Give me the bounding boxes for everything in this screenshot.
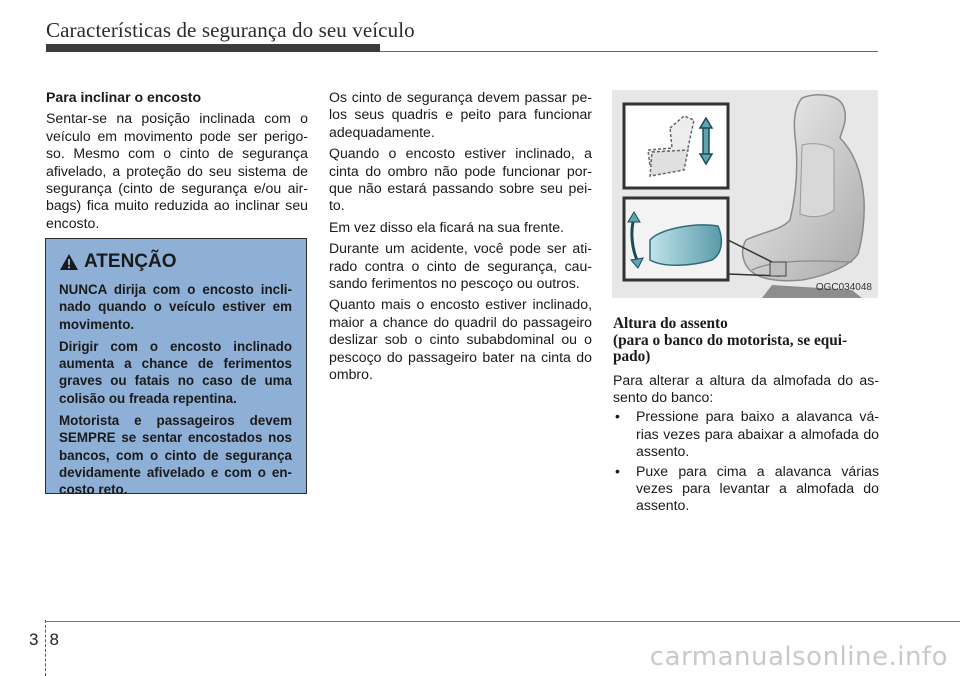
warning-paragraph: Motorista e passageiros devem SEMPRE se sentar encostados nos bancos, com o cinto de segurança devidamente afivelado e com o en-costo reto. <box>59 413 292 498</box>
body-paragraph: Os cinto de segurança devem passar pe-los seus quadris e peito para funcionar adequadamente. <box>329 89 592 140</box>
section-title-line: (para o banco do motorista, se equi- <box>613 331 848 349</box>
warning-paragraph: NUNCA dirija com o encosto incli-nado quando o veículo estiver em movimento. <box>59 282 292 332</box>
section-heading-recline: Para inclinar o encosto <box>46 89 202 105</box>
page-header-title: Características de segurança do seu veículo <box>46 18 415 42</box>
body-paragraph: Durante um acidente, você pode ser ati-rado contra o cinto de segurança, cau-sando ferimentos no pescoço ou outros. <box>329 240 592 292</box>
column-middle <box>329 89 592 388</box>
watermark: carmanualsonline.info <box>649 642 948 672</box>
column-right <box>613 316 879 517</box>
warning-title: ATENÇÃO <box>84 251 177 272</box>
warning-box <box>45 238 307 498</box>
header-bar <box>46 44 380 52</box>
seat-height-intro: Para alterar a altura da almofada do as-sento do banco: <box>613 371 879 405</box>
section-title-line: pado) <box>613 348 651 365</box>
instruction-list <box>613 408 879 514</box>
figure-code: OGC034048 <box>815 282 872 293</box>
list-item: • Pressione para baixo a alavanca vá-rias vezes para abaixar a almofada do assento. <box>613 408 879 460</box>
seat-illustration <box>612 90 878 298</box>
section-title-seat-height <box>613 316 879 366</box>
header-rule <box>380 51 878 52</box>
column-left <box>46 89 308 236</box>
warning-header <box>59 251 292 273</box>
warning-triangle-icon <box>59 253 79 271</box>
body-paragraph: Quando o encosto estiver inclinado, a cinta do ombro não pode funcionar por-que não estará passando sobre seu pei-to. <box>329 145 592 214</box>
body-paragraph: Em vez disso ela ficará na sua frente. <box>329 218 565 235</box>
warning-paragraph: Dirigir com o encosto inclinado aumenta a chance de ferimentos graves ou fatais no caso de uma colisão ou freada repentina. <box>59 338 292 406</box>
section-title-line: Altura do assento <box>613 315 728 332</box>
list-item: • Puxe para cima a alavanca várias vezes para levantar a almofada do assento. <box>613 463 879 515</box>
body-paragraph: Quanto mais o encosto estiver inclinado, maior a chance do quadril do passageiro deslizar sob o cinto subabdominal ou o pescoço do passageiro bater na cinta do ombro. <box>329 296 592 383</box>
seat-height-figure <box>612 90 878 298</box>
page-number: 38 <box>29 630 70 649</box>
recline-paragraph: Sentar-se na posição inclinada com o veículo em movimento pode ser perigo-so. Mesmo com o cinto de segurança afivelado, a proteção do seu sistema de segurança (cinto de segurança e/ou air-bags) fica muito reduzida ao inclinar seu encosto. <box>46 110 308 231</box>
footer-rule <box>45 621 960 622</box>
